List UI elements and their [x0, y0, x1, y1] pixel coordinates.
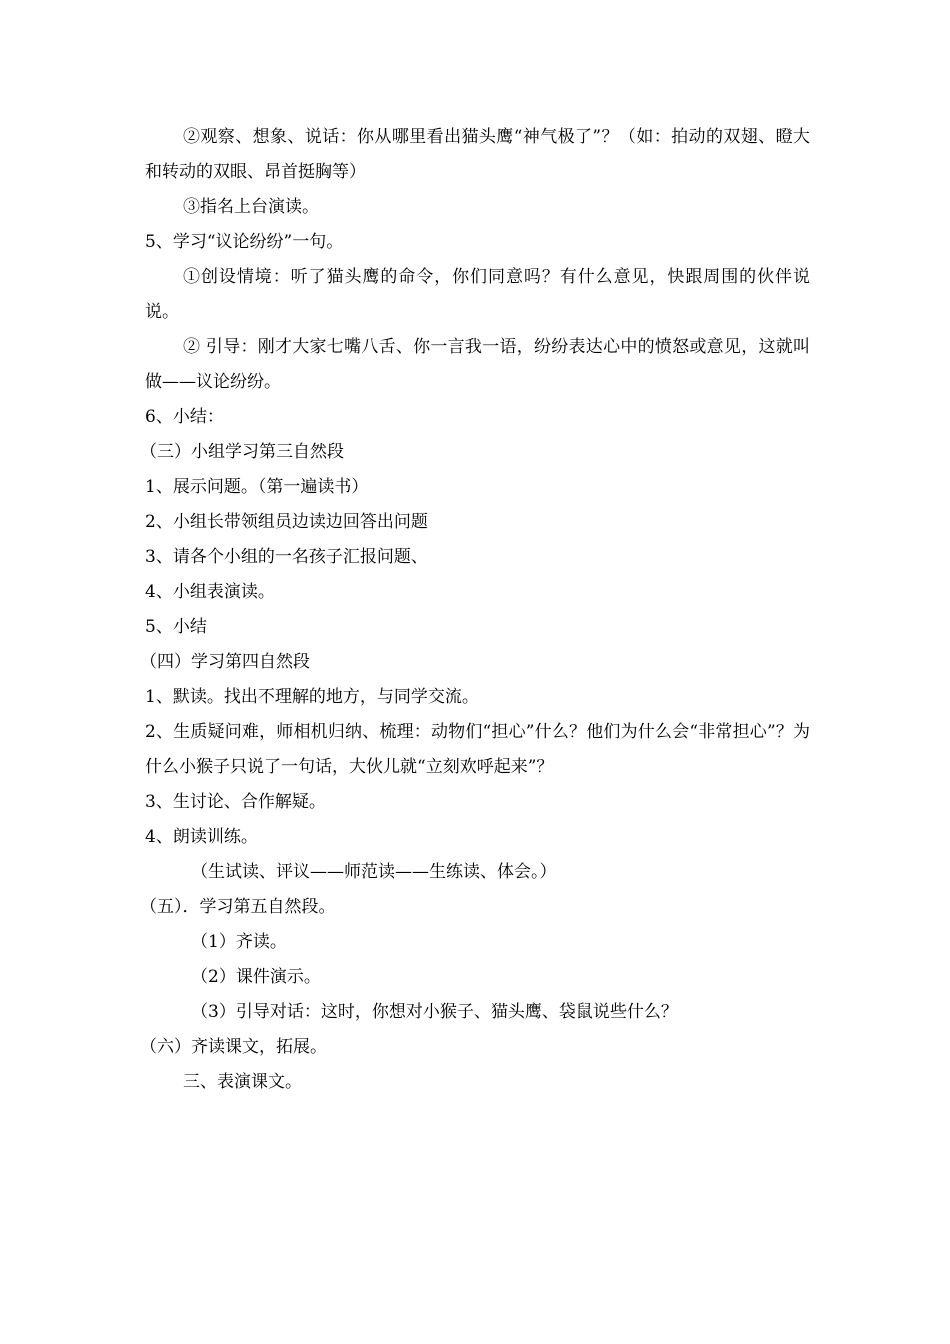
paragraph: ②观察、想象、说话：你从哪里看出猫头鹰“神气极了”？（如：拍动的双翅、瞪大和转动的双眼、昂首挺胸等）: [145, 127, 810, 182]
paragraph: （生试读、评议——师范读——生练读、体会。）: [191, 862, 557, 882]
paragraph: （3）引导对话：这时，你想对小猴子、猫头鹰、袋鼠说些什么？: [191, 1002, 678, 1022]
paragraph: 3、请各个小组的一名孩子汇报问题、: [145, 547, 428, 567]
paragraph: （1）齐读。: [191, 932, 287, 952]
paragraph: 2、小组长带领组员边读边回答出问题: [145, 512, 428, 532]
section-heading: 三、表演课文。: [183, 1072, 302, 1092]
document-body: [140, 120, 810, 1100]
paragraph: 1、默读。找出不理解的地方，与同学交流。: [145, 687, 479, 707]
paragraph: ①创设情境：听了猫头鹰的命令，你们同意吗？有什么意见，快跟周围的伙伴说说。: [145, 267, 810, 322]
paragraph: 5、学习“议论纷纷”一句。: [145, 232, 344, 252]
paragraph: 2、生质疑问难，师相机归纳、梳理：动物们“担心”什么？他们为什么会“非常担心”？为什么小猴子只说了一句话，大伙儿就“立刻欢呼起来”？: [145, 722, 810, 777]
section-heading: （五）．学习第五自然段。: [140, 897, 336, 917]
paragraph: （2）课件演示。: [191, 967, 321, 987]
section-heading: （六）齐读课文，拓展。: [140, 1037, 327, 1057]
paragraph: 4、小组表演读。: [145, 582, 275, 602]
paragraph: 3、生讨论、合作解疑。: [145, 792, 326, 812]
paragraph: 1、展示问题。（第一遍读书）: [145, 477, 369, 497]
section-heading: （四）学习第四自然段: [140, 652, 310, 672]
paragraph: 6、小结：: [145, 407, 224, 427]
paragraph: ③指名上台演读。: [183, 197, 319, 217]
paragraph: 4、朗读训练。: [145, 827, 258, 847]
paragraph: ② 引导：刚才大家七嘴八舌、你一言我一语，纷纷表达心中的愤怒或意见，这就叫做——议论纷纷。: [145, 337, 810, 392]
paragraph: 5、小结: [145, 617, 207, 637]
section-heading: （三）小组学习第三自然段: [140, 442, 344, 462]
